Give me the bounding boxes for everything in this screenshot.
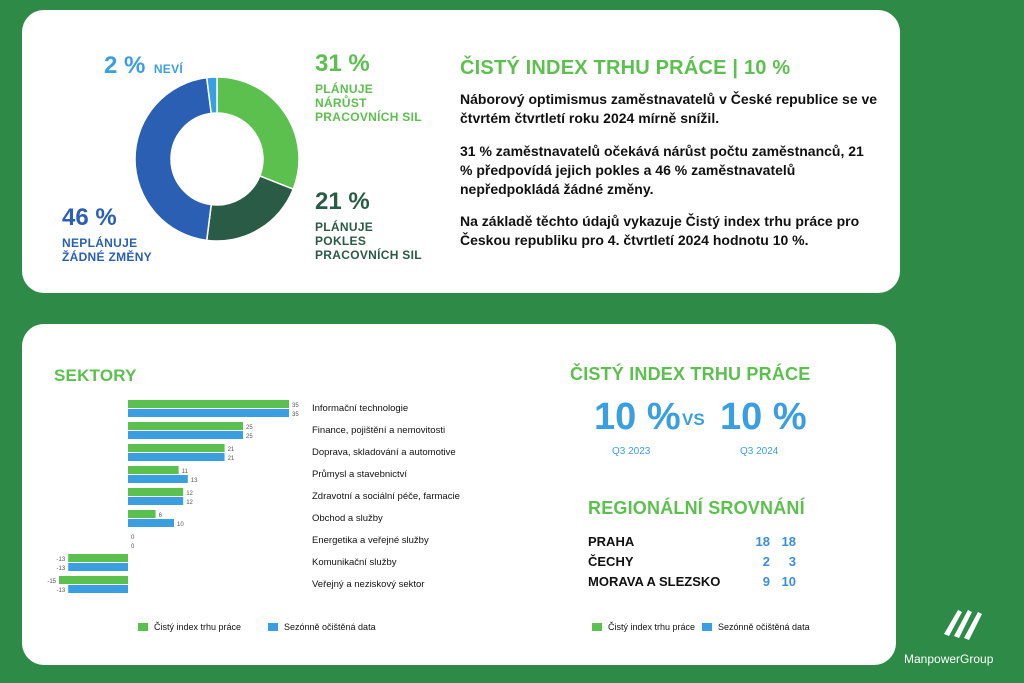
bar-index bbox=[128, 466, 179, 474]
sector-label: Informační technologie bbox=[312, 403, 409, 414]
legend-swatch-green bbox=[138, 623, 148, 631]
paragraph-3: Na základě těchto údajů vykazuje Čistý index trhu práce pro Českou republiku pro 4. čtvrtletí 2024 hodnotu 10 %. bbox=[460, 213, 860, 248]
region-val-a: 9 bbox=[762, 574, 770, 589]
quarter-2024: Q3 2024 bbox=[740, 446, 779, 457]
region-val-b: 10 bbox=[781, 574, 796, 589]
legend-swatch-blue bbox=[702, 623, 712, 631]
bar-seasonal bbox=[68, 585, 128, 593]
bar-index bbox=[128, 488, 183, 496]
index-title: ČISTÝ INDEX TRHU PRÁCE bbox=[570, 364, 811, 384]
bar-seasonal bbox=[128, 497, 183, 505]
bar-value-label: 13 bbox=[190, 478, 198, 484]
bar-value-label: 25 bbox=[246, 425, 253, 431]
sector-label: Komunikační služby bbox=[312, 557, 397, 568]
bar-seasonal bbox=[128, 431, 243, 439]
region-name-morava: MORAVA A SLEZSKO bbox=[588, 574, 721, 589]
region-val-a: 2 bbox=[762, 554, 770, 569]
donut-slice-narust bbox=[217, 77, 299, 189]
bar-value-label: -13 bbox=[56, 566, 66, 572]
bar-value-label: 12 bbox=[186, 500, 193, 506]
sector-label: Energetika a veřejné služby bbox=[312, 535, 429, 546]
sector-label: Obchod a služby bbox=[312, 513, 383, 524]
bar-value-label: 11 bbox=[181, 469, 188, 475]
label-zadne: 46 % NEPLÁNUJE ŽÁDNÉ ZMĚNY bbox=[62, 204, 152, 264]
manpower-logo-text: ManpowerGroup bbox=[904, 652, 994, 666]
paragraph-2: 31 % zaměstnavatelů očekává nárůst počtu zaměstnanců, 21 % předpovídá jejich pokles a 46 % zaměstnavatelů nepředpokládá žádné změny. bbox=[460, 143, 864, 197]
bar-seasonal bbox=[68, 563, 128, 571]
bar-value-label: 35 bbox=[292, 412, 299, 418]
manpower-logo-icon bbox=[940, 604, 986, 642]
sector-bar-chart bbox=[22, 394, 492, 604]
legend-swatch-green bbox=[592, 623, 602, 631]
summary-card bbox=[22, 10, 900, 293]
bar-value-label: 35 bbox=[292, 403, 299, 409]
sectors-title: SEKTORY bbox=[54, 366, 137, 385]
legend-seasonal-right: Sezónně očištěná data bbox=[702, 622, 810, 632]
legend-index-right: Čistý index trhu práce bbox=[592, 622, 695, 632]
bar-value-label: -15 bbox=[47, 579, 56, 585]
donut-slice-pokles bbox=[207, 176, 294, 241]
sector-label: Zdravotní a sociální péče, farmacie bbox=[312, 491, 460, 502]
bar-index bbox=[59, 576, 128, 584]
label-narust: 31 % PLÁNUJE NÁRŮST PRACOVNÍCH SIL bbox=[315, 50, 422, 124]
bar-value-label: 25 bbox=[246, 434, 253, 440]
bar-value-label: 21 bbox=[227, 456, 235, 462]
bar-value-label: 12 bbox=[186, 491, 193, 497]
bar-seasonal bbox=[128, 453, 225, 461]
sector-label: Veřejný a neziskový sektor bbox=[312, 579, 425, 590]
region-val-b: 18 bbox=[781, 534, 796, 549]
sector-label: Průmysl a stavebnictví bbox=[312, 469, 408, 480]
bar-seasonal bbox=[128, 475, 188, 483]
sectors-card bbox=[22, 324, 896, 665]
bar-index bbox=[128, 400, 289, 408]
sector-label: Doprava, skladování a automotive bbox=[312, 447, 456, 458]
bar-index bbox=[128, 510, 156, 518]
donut-chart bbox=[132, 74, 302, 244]
bar-seasonal bbox=[128, 519, 174, 527]
region-val-a: 18 bbox=[755, 534, 770, 549]
bar-index bbox=[128, 444, 225, 452]
paragraph-1: Náborový optimismus zaměstnavatelů v České republice se ve čtvrtém čtvrtletí roku 2024 mírně snížil. bbox=[460, 91, 878, 126]
bar-value-label: 21 bbox=[227, 447, 235, 453]
bar-index bbox=[128, 422, 243, 430]
bar-value-label: 0 bbox=[131, 535, 135, 541]
bar-value-label: 0 bbox=[131, 544, 135, 550]
index-value-2024: 10 % bbox=[720, 396, 807, 438]
index-value-2023: 10 % bbox=[594, 396, 681, 438]
top-title: ČISTÝ INDEX TRHU PRÁCE | 10 % bbox=[460, 57, 791, 79]
regional-title: REGIONÁLNÍ SROVNÁNÍ bbox=[588, 498, 805, 518]
legend-index: Čistý index trhu práce bbox=[138, 622, 241, 632]
bar-index bbox=[68, 554, 128, 562]
bar-value-label: -13 bbox=[56, 557, 66, 563]
label-nevi: 2 % NEVÍ bbox=[104, 52, 184, 79]
bar-value-label: 6 bbox=[158, 513, 162, 519]
quarter-2023: Q3 2023 bbox=[612, 446, 651, 457]
label-pokles: 21 % PLÁNUJE POKLES PRACOVNÍCH SIL bbox=[315, 188, 422, 262]
legend-swatch-blue bbox=[268, 623, 278, 631]
legend-seasonal: Sezónně očištěná data bbox=[268, 622, 376, 632]
region-name-praha: PRAHA bbox=[588, 534, 635, 549]
sector-label: Finance, pojištění a nemovitosti bbox=[312, 425, 446, 436]
bar-seasonal bbox=[128, 409, 289, 417]
region-name-cechy: ČECHY bbox=[588, 554, 634, 569]
bar-value-label: -13 bbox=[56, 588, 66, 594]
bar-value-label: 10 bbox=[177, 522, 184, 528]
vs-label: VS bbox=[682, 410, 705, 429]
region-val-b: 3 bbox=[788, 554, 796, 569]
